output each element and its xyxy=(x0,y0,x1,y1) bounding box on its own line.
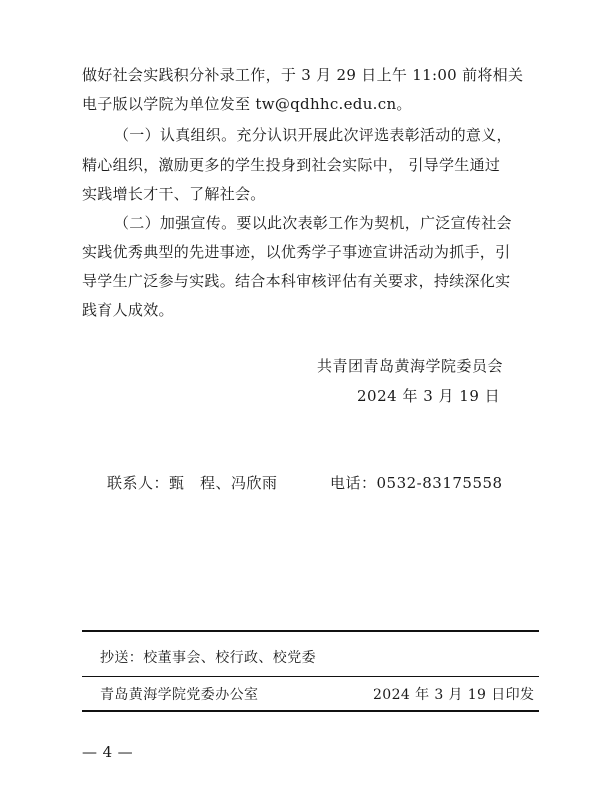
body-line-8: 导学生广泛参与实践。结合本科审核评估有关要求，持续深化实 xyxy=(82,272,511,290)
body-line-5: 实践增长才干、了解社会。 xyxy=(82,185,266,203)
issuing-office: 青岛黄海学院党委办公室 xyxy=(100,687,259,703)
cc-line: 抄送：校董事会、校行政、校党委 xyxy=(100,650,316,666)
footer-top-rule xyxy=(82,630,539,632)
body-line-1: 做好社会实践积分补录工作，于 3 月 29 日上午 11:00 前将相关 xyxy=(82,66,524,84)
body-line-9: 践育人成效。 xyxy=(82,301,174,319)
contact-phone: 电话：0532-83175558 xyxy=(330,474,503,492)
signature-date: 2024 年 3 月 19 日 xyxy=(357,387,501,405)
contact-person: 联系人：甄 程、冯欣雨 xyxy=(107,474,278,492)
signature-org: 共青团青岛黄海学院委员会 xyxy=(317,357,504,375)
body-line-6: （二）加强宣传。要以此次表彰工作为契机，广泛宣传社会 xyxy=(114,214,512,232)
issue-date: 2024 年 3 月 19 日印发 xyxy=(373,687,535,703)
body-line-3: （一）认真组织。充分认识开展此次评选表彰活动的意义， xyxy=(114,126,512,144)
footer-middle-rule xyxy=(82,676,539,677)
body-line-4: 精心组织，激励更多的学生投身到社会实际中， 引导学生通过 xyxy=(82,156,501,174)
body-line-7: 实践优秀典型的先进事迹，以优秀学子事迹宣讲活动为抓手，引 xyxy=(82,243,511,261)
page-number: — 4 — xyxy=(82,743,134,761)
footer-bottom-rule xyxy=(82,710,539,712)
body-line-2: 电子版以学院为单位发至 tw@qdhhc.edu.cn。 xyxy=(82,95,412,113)
